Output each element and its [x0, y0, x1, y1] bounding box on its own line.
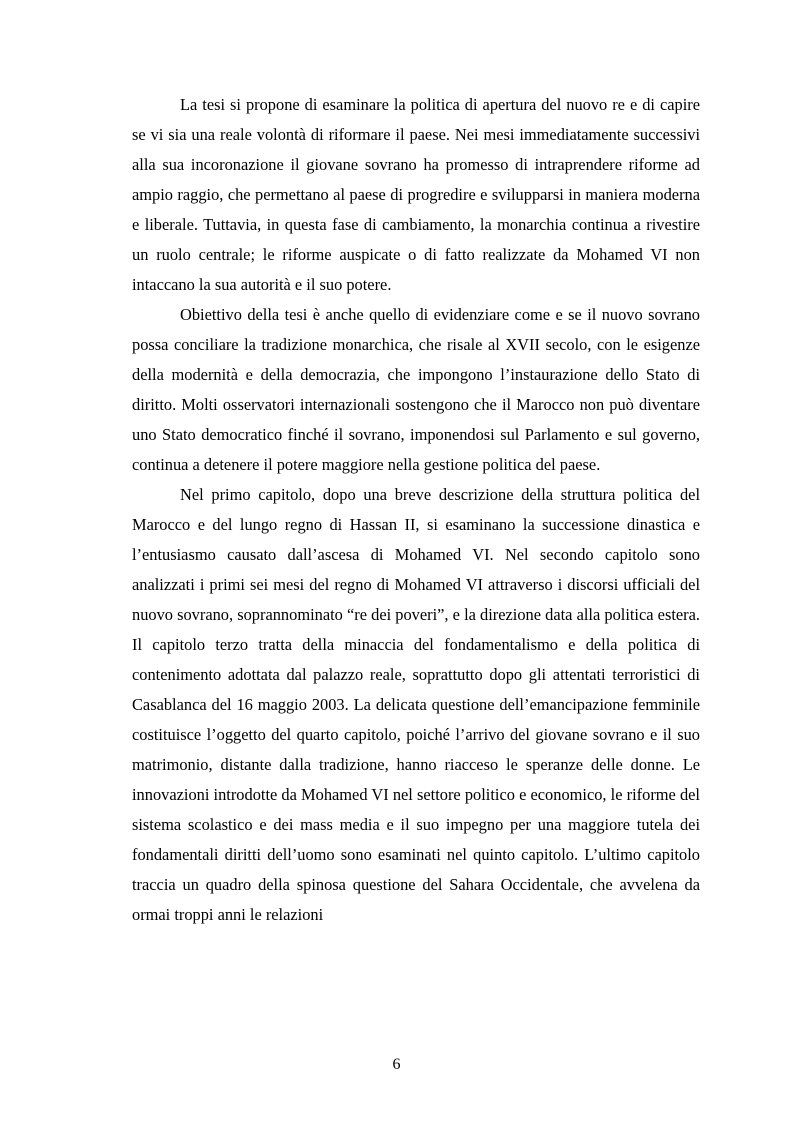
paragraph-thesis-objective: Obiettivo della tesi è anche quello di evidenziare come e se il nuovo sovrano possa conciliare la tradizione monarchica, che risale al XVII secolo, con le esigenze della modernità e della democrazia, che impongono l’instaurazione dello Stato di diritto. Molti osservatori internazionali sostengono che il Marocco non può diventare uno Stato democratico finché il sovrano, imponendosi sul Parlamento e sul governo, continua a detenere il potere maggiore nella gestione politica del paese.: [132, 305, 700, 474]
page-number: 6: [392, 1056, 401, 1073]
paragraph-thesis-purpose: La tesi si propone di esaminare la politica di apertura del nuovo re e di capire se vi sia una reale volontà di riformare il paese. Nei mesi immediatamente successivi alla sua incoronazione il giovane sovrano ha promesso di intraprendere riforme ad ampio raggio, che permettano al paese di progredire e svilupparsi in maniera moderna e liberale. Tuttavia, in questa fase di cambiamento, la monarchia continua a rivestire un ruolo centrale; le riforme auspicate o di fatto realizzate da Mohamed VI non intaccano la sua autorità e il suo potere.: [132, 95, 700, 294]
paragraph-chapter-overview: Nel primo capitolo, dopo una breve descrizione della struttura politica del Marocco e del lungo regno di Hassan II, si esaminano la successione dinastica e l’entusiasmo causato dall’ascesa di Mohamed VI. Nel secondo capitolo sono analizzati i primi sei mesi del regno di Mohamed VI attraverso i discorsi ufficiali del nuovo sovrano, soprannominato “re dei poveri”, e la direzione data alla politica estera. Il capitolo terzo tratta della minaccia del fondamentalismo e della politica di contenimento adottata dal palazzo reale, soprattutto dopo gli attentati terroristici di Casablanca del 16 maggio 2003. La delicata questione dell’emancipazione femminile costituisce l’oggetto del quarto capitolo, poiché l’arrivo del giovane sovrano e il suo matrimonio, distante dalla tradizione, hanno riacceso le speranze delle donne. Le innovazioni introdotte da Mohamed VI nel settore politico e economico, le riforme del sistema scolastico e dei mass media e il suo impegno per una maggiore tutela dei fondamentali diritti dell’uomo sono esaminati nel quinto capitolo. L’ultimo capitolo traccia un quadro della spinosa questione del Sahara Occidentale, che avvelena da ormai troppi anni le relazioni: [132, 485, 700, 924]
body-text: [132, 90, 700, 930]
